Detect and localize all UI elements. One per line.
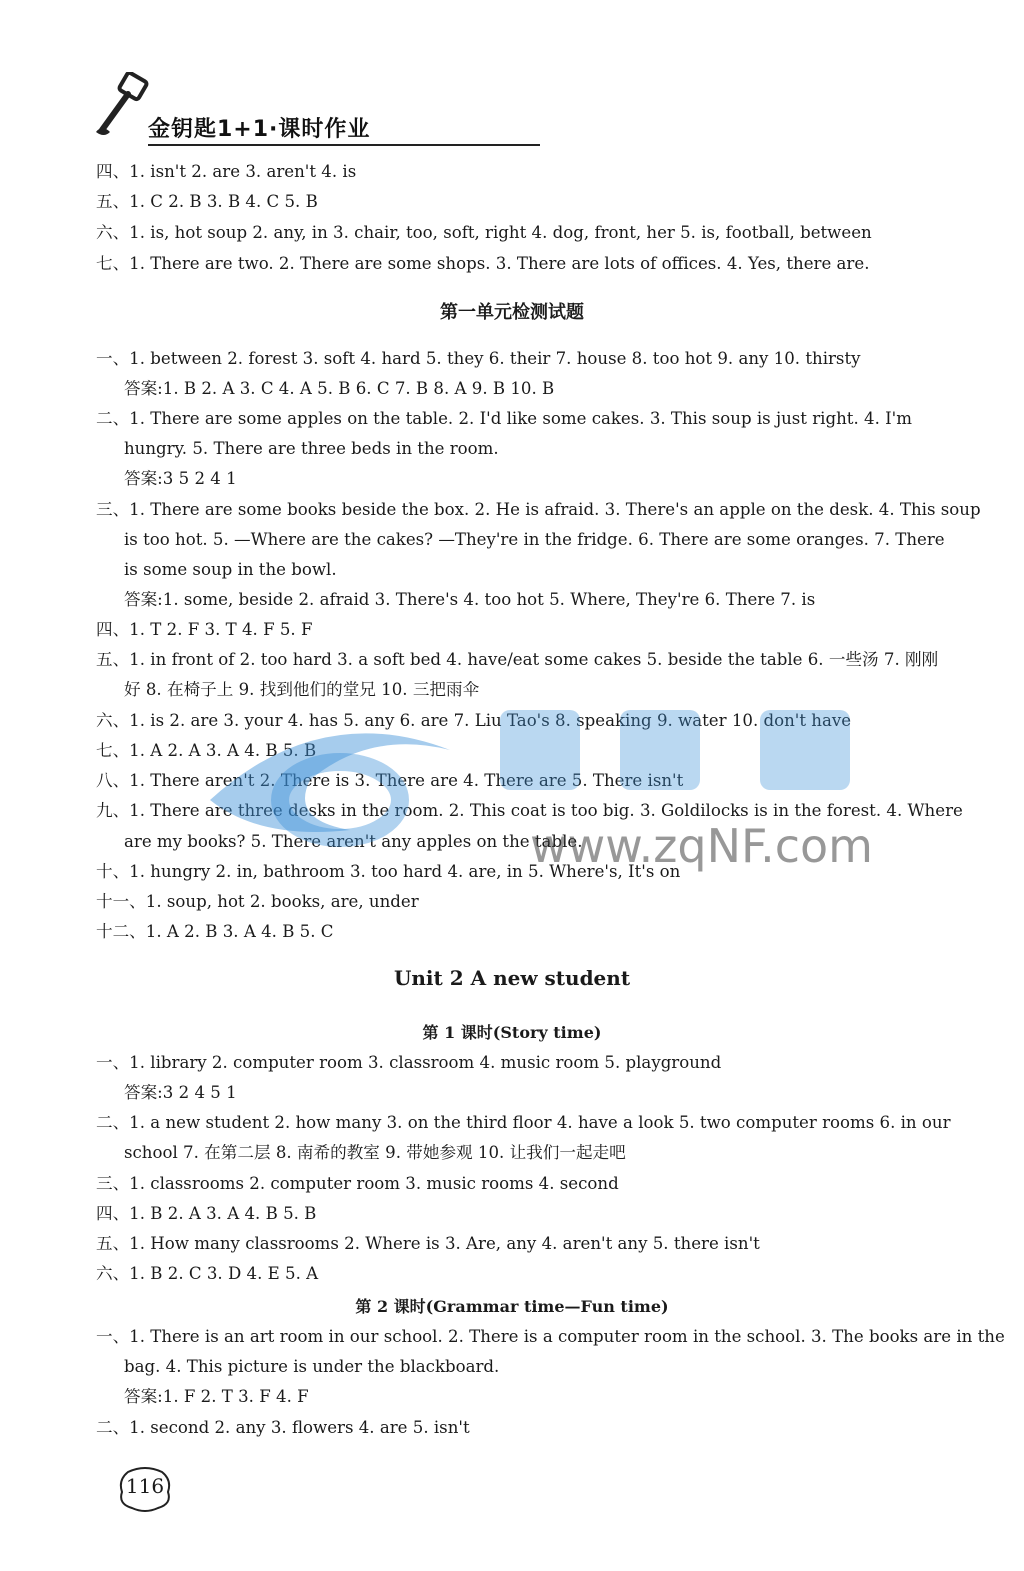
answer-line: 三、1. classrooms 2. computer room 3. music rooms 4. second (96, 1174, 619, 1193)
page-number-text: 116 (125, 1474, 165, 1498)
answer-line: 九、1. There are three desks in the room. 2. This coat is too big. 3. Goldilocks is in the forest. 4. Where (96, 801, 963, 820)
answer-line: 二、1. second 2. any 3. flowers 4. are 5. isn't (96, 1418, 470, 1437)
answer-line: 十一、1. soup, hot 2. books, are, under (96, 892, 419, 911)
answer-line: 八、1. There aren't 2. There is 3. There are 4. There are 5. There isn't (96, 771, 684, 790)
header (92, 72, 452, 152)
answer-line: 答案:1. F 2. T 3. F 4. F (124, 1387, 309, 1406)
answer-line: 二、1. a new student 2. how many 3. on the third floor 4. have a look 5. two computer rooms 6. in our (96, 1113, 951, 1132)
answer-line: 四、1. isn't 2. are 3. aren't 4. is (96, 162, 357, 181)
answer-line: 七、1. A 2. A 3. A 4. B 5. B (96, 741, 317, 760)
answer-line: 答案:3 2 4 5 1 (124, 1083, 237, 1102)
lesson-heading: 第 1 课时(Story time) (422, 1023, 602, 1042)
answer-line: 答案:1. B 2. A 3. C 4. A 5. B 6. C 7. B 8. A 9. B 10. B (124, 379, 555, 398)
brand-title: 金钥匙1+1·课时作业 (148, 117, 371, 142)
answer-line: 答案:3 5 2 4 1 (124, 469, 237, 488)
answer-line: 四、1. T 2. F 3. T 4. F 5. F (96, 620, 313, 639)
answer-line: are my books? 5. There aren't any apples on the table. (124, 832, 583, 851)
answer-line: 六、1. is 2. are 3. your 4. has 5. any 6. are 7. Liu Tao's 8. speaking 9. water 10. don't have (96, 711, 852, 730)
answer-line: 好 8. 在椅子上 9. 找到他们的堂兄 10. 三把雨伞 (124, 680, 480, 699)
answer-line: 七、1. There are two. 2. There are some shops. 3. There are lots of offices. 4. Yes, there are. (96, 254, 870, 273)
answer-line: 三、1. There are some books beside the box. 2. He is afraid. 3. There's an apple on the desk. 4. This soup (96, 500, 981, 519)
page-number (118, 1466, 172, 1510)
answer-line: 一、1. There is an art room in our school. 2. There is a computer room in the school. 3. The books are in the (96, 1327, 1005, 1346)
answer-line: school 7. 在第二层 8. 南希的教室 9. 带她参观 10. 让我们一起走吧 (124, 1143, 626, 1162)
unit-heading: Unit 2 A new student (393, 966, 631, 990)
answer-line: 四、1. B 2. A 3. A 4. B 5. B (96, 1204, 317, 1223)
answer-line: 十、1. hungry 2. in, bathroom 3. too hard 4. are, in 5. Where's, It's on (96, 862, 681, 881)
watermark-url: www.zqNF.com (530, 819, 873, 873)
answer-line: is too hot. 5. —Where are the cakes? —They're in the fridge. 6. There are some oranges. 7. There (124, 530, 945, 549)
answer-line: 一、1. library 2. computer room 3. classroom 4. music room 5. playground (96, 1053, 722, 1072)
answer-line: 五、1. in front of 2. too hard 3. a soft bed 4. have/eat some cakes 5. beside the table 6. 一些汤 7. 刚刚 (96, 650, 939, 669)
answer-line: 二、1. There are some apples on the table. 2. I'd like some cakes. 3. This soup is just right. 4. I'm (96, 409, 912, 428)
answer-line: 答案:1. some, beside 2. afraid 3. There's 4. too hot 5. Where, They're 6. There 7. is (124, 590, 816, 609)
answer-line: bag. 4. This picture is under the blackboard. (124, 1357, 500, 1376)
answer-line: 五、1. C 2. B 3. B 4. C 5. B (96, 192, 318, 211)
golden-key-icon (92, 72, 152, 140)
answer-line: 六、1. is, hot soup 2. any, in 3. chair, too, soft, right 4. dog, front, her 5. is, football, between (96, 223, 872, 242)
answer-line: hungry. 5. There are three beds in the room. (124, 439, 499, 458)
answer-line: 一、1. between 2. forest 3. soft 4. hard 5. they 6. their 7. house 8. too hot 9. any 10. thirsty (96, 349, 861, 368)
answer-line: is some soup in the bowl. (124, 560, 337, 579)
answer-line: 六、1. B 2. C 3. D 4. E 5. A (96, 1264, 319, 1283)
lesson-heading: 第 2 课时(Grammar time—Fun time) (355, 1297, 669, 1316)
header-rule (148, 144, 540, 146)
section-heading: 第一单元检测试题 (440, 302, 584, 323)
answer-line: 五、1. How many classrooms 2. Where is 3. Are, any 4. aren't any 5. there isn't (96, 1234, 760, 1253)
answer-line: 十二、1. A 2. B 3. A 4. B 5. C (96, 922, 334, 941)
